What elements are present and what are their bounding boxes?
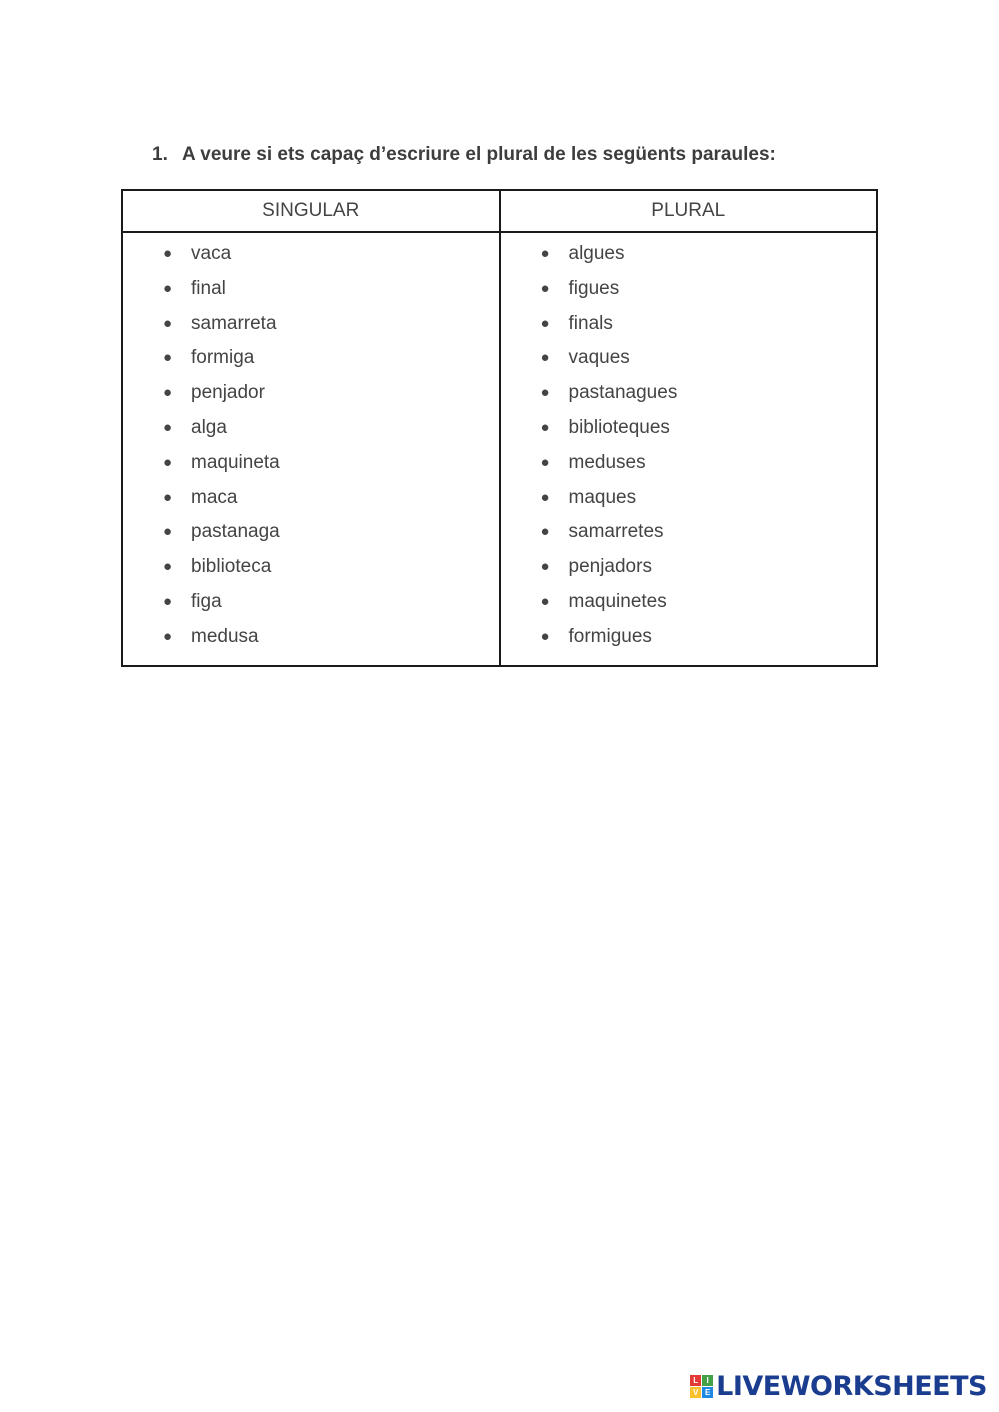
singular-word: penjador <box>191 382 265 404</box>
bullet-icon: ● <box>163 627 173 645</box>
plural-word-item <box>501 416 877 451</box>
singular-word: vaca <box>191 243 232 264</box>
singular-word-item <box>123 381 499 416</box>
singular-word-item <box>123 277 499 312</box>
words-table <box>121 189 878 667</box>
liveworksheets-logo <box>690 1371 987 1402</box>
plural-word: penjadors <box>568 556 652 578</box>
exercise-number: 1. <box>152 144 168 165</box>
singular-word: alga <box>191 416 227 438</box>
bullet-icon: ● <box>163 523 173 541</box>
plural-word: biblioteques <box>568 416 670 438</box>
bullet-icon: ● <box>540 384 550 402</box>
plural-word: finals <box>568 312 613 334</box>
plural-word: meduses <box>568 451 646 473</box>
plural-word: algues <box>568 243 625 264</box>
exercise-text: A veure si ets capaç d’escriure el plural de les següents paraules: <box>182 144 776 165</box>
singular-word: pastanaga <box>191 521 280 543</box>
singular-word: maquineta <box>191 451 280 473</box>
bullet-icon: ● <box>540 279 550 297</box>
singular-word: biblioteca <box>191 556 272 578</box>
plural-word-item <box>501 625 877 660</box>
plural-word-item <box>501 312 877 347</box>
plural-word-item <box>501 590 877 625</box>
plural-word-item <box>501 555 877 590</box>
singular-word-item <box>123 520 499 555</box>
header-singular: SINGULAR <box>122 190 500 232</box>
singular-word: medusa <box>191 625 259 647</box>
bullet-icon: ● <box>163 245 173 262</box>
plural-word: pastanagues <box>568 382 678 404</box>
logo-text: LIVEWORKSHEETS <box>716 1371 987 1402</box>
bullet-icon: ● <box>540 314 550 332</box>
bullet-icon: ● <box>540 418 550 436</box>
plural-word-item <box>501 451 877 486</box>
singular-word-item <box>123 590 499 625</box>
plural-column <box>500 232 878 666</box>
plural-word-item <box>501 486 877 521</box>
bullet-icon: ● <box>540 245 550 262</box>
header-plural: PLURAL <box>500 190 878 232</box>
singular-word: figa <box>191 590 222 612</box>
plural-word-item <box>501 242 877 277</box>
plural-word: maques <box>568 486 637 508</box>
bullet-icon: ● <box>163 384 173 402</box>
bullet-icon: ● <box>540 488 550 506</box>
bullet-icon: ● <box>540 592 550 610</box>
bullet-icon: ● <box>540 558 550 576</box>
bullet-icon: ● <box>163 314 173 332</box>
bullet-icon: ● <box>163 349 173 367</box>
singular-column <box>122 232 500 666</box>
singular-word-item <box>123 416 499 451</box>
plural-word: samarretes <box>568 521 664 543</box>
singular-word-item <box>123 346 499 381</box>
plural-word-item <box>501 346 877 381</box>
singular-word: formiga <box>191 347 255 369</box>
bullet-icon: ● <box>163 279 173 297</box>
bullet-icon: ● <box>540 523 550 541</box>
plural-word: figues <box>568 277 620 299</box>
singular-word-item <box>123 625 499 660</box>
bullet-icon: ● <box>540 453 550 471</box>
singular-list <box>123 233 499 660</box>
singular-word-item <box>123 312 499 347</box>
bullet-icon: ● <box>163 592 173 610</box>
plural-word: maquinetes <box>568 590 667 612</box>
singular-word-item <box>123 555 499 590</box>
plural-word: formigues <box>568 625 652 647</box>
bullet-icon: ● <box>540 627 550 645</box>
singular-word: samarreta <box>191 312 277 334</box>
bullet-icon: ● <box>163 558 173 576</box>
bullet-icon: ● <box>540 349 550 367</box>
bullet-icon: ● <box>163 488 173 506</box>
plural-word: vaques <box>568 347 630 369</box>
singular-word-item <box>123 451 499 486</box>
plural-word-item <box>501 381 877 416</box>
plural-list <box>501 233 877 660</box>
plural-word-item <box>501 520 877 555</box>
singular-word-item <box>123 486 499 521</box>
singular-word-item <box>123 242 499 277</box>
bullet-icon: ● <box>163 418 173 436</box>
exercise-instruction <box>152 144 776 166</box>
liveworksheets-logo-icon: L I V E <box>690 1375 713 1398</box>
bullet-icon: ● <box>163 453 173 471</box>
singular-word: maca <box>191 486 238 508</box>
singular-word: final <box>191 277 226 299</box>
plural-word-item <box>501 277 877 312</box>
